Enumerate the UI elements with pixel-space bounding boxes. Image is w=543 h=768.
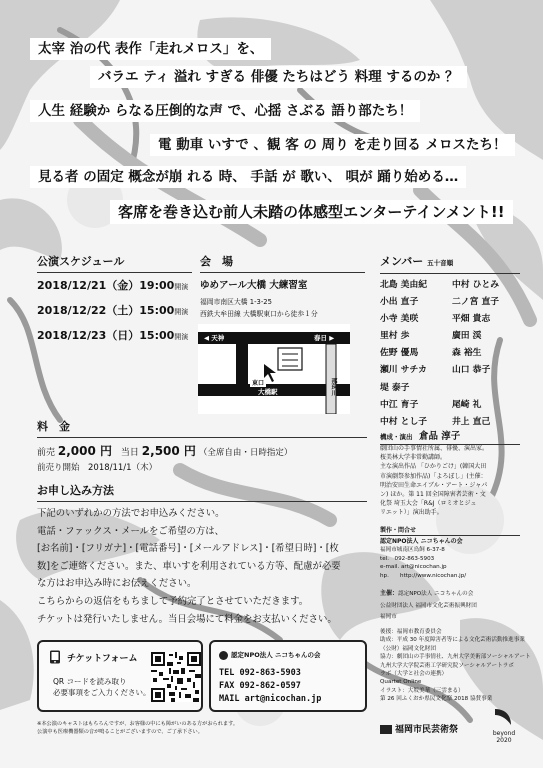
- member-name: 中江 育子: [380, 399, 419, 410]
- schedule-item: [37, 327, 188, 343]
- coop-line-3: ラボ（大学と社会の連携）: [380, 671, 448, 678]
- member-name: 井上 直己: [452, 416, 491, 427]
- members-title-text: メンバー: [380, 255, 424, 268]
- production-tel: tel. 092-863-5903: [380, 555, 435, 562]
- schedule-date: 2018/12/23（日）15:00: [37, 329, 175, 342]
- fee-door-label: 当日: [120, 448, 139, 458]
- contact-mail[interactable]: MAIL art@nicochan.jp: [219, 694, 322, 704]
- schedule-title: 公演スケジュール: [37, 255, 192, 273]
- members-column-1: [380, 277, 450, 431]
- contact-details: [219, 667, 321, 706]
- director-bio-line: 明治安田生命エイブル・アート・ジャパ: [380, 481, 488, 489]
- fee-line: [37, 442, 292, 459]
- contact-box: [209, 640, 367, 712]
- member-name: 森 裕生: [452, 348, 482, 359]
- festival-line: 第 26 回ふくおか県民文化祭 2018 協賛事業: [380, 696, 493, 703]
- host-1: 認定NPO法人 ニコちゃんの会: [398, 591, 474, 597]
- member-name: 平畑 貴志: [452, 314, 491, 325]
- member-name: 廣田 渓: [452, 331, 482, 342]
- director-bio-line: 化祭 埼玉大会「R&J（ロミオとジュ: [380, 500, 477, 508]
- host-block: [380, 590, 477, 621]
- members-note: 五十音順: [427, 259, 454, 267]
- director-bio-line: 主な演出作品 「ひかりごけ」(韓国大田: [380, 463, 487, 471]
- coop-line-2: 九州大学大学院芸術工学研究院ソーシャルアートラボ: [380, 662, 514, 669]
- apply-title: お申し込み方法: [37, 484, 367, 502]
- member-name: 山口 恭子: [452, 365, 491, 376]
- director-bio-line: 劇団山の手事情社所属、俳優、演出家。: [380, 445, 489, 452]
- coop-line-1: 協力：劇団山の手事情社、九州大学美術部ソーシャルアート: [380, 654, 531, 661]
- member-name: 中村 ひとみ: [452, 280, 500, 290]
- ticket-form-line: QR コードを読み取り: [53, 677, 127, 686]
- member-name: 瀬川 サチカ: [380, 365, 427, 376]
- venue-name: ゆめアール大橋 大練習室: [200, 280, 308, 291]
- director-bio-line: ン) ほか。第 11 回全国障害者芸術・文: [380, 491, 486, 499]
- tagline-3: 人生 経験か らなる圧倒的な声 で、心揺 さぶる 語り部たち！: [30, 100, 420, 122]
- fee-title: 料 金: [37, 420, 367, 438]
- map-label-station: 大橋駅: [258, 388, 278, 396]
- tagline-4: 電 動車 いすで 、観 客 の 周り を走り回る メロスたち！: [150, 134, 515, 156]
- ticket-form-title: チケットフォーム: [67, 654, 138, 664]
- schedule-suffix: 開演: [174, 308, 189, 316]
- production-hp[interactable]: hp. http://www.nicochan.jp/: [380, 572, 467, 579]
- member-name: 佐野 優馬: [380, 348, 419, 359]
- beyond-2020-icon: [491, 705, 515, 729]
- member-name: 尾崎 礼: [452, 399, 482, 410]
- apply-line: な方はお申込み時にお伝えください。: [37, 578, 197, 590]
- apply-line: [お名前]・[フリガナ]・[電話番号]・[メールアドレス]・[希望日時]・[枚: [37, 543, 339, 555]
- apply-line: 数]をご連絡ください。また、車いすを利用されている方等、配慮が必要: [37, 560, 341, 572]
- arts-festival-name: 福岡市民芸術祭: [395, 725, 459, 735]
- members-title: [380, 255, 520, 274]
- grant-line-1: 助成：平成 30 年度障害者等による文化芸術活動推進事業: [380, 637, 525, 644]
- apply-line: 電話・ファックス・メールをご希望の方は、: [37, 525, 225, 537]
- production-block: [380, 538, 466, 580]
- member-name: 二ノ宮 直子: [452, 297, 500, 308]
- member-name: 小出 直子: [380, 297, 419, 308]
- map-label-kasuga: 春日 ▶: [314, 334, 335, 342]
- tagline-5: 見る者 の固定 概念が崩 れる 時、 手話 が 歌い、 唄が 踊り始める…: [30, 166, 466, 188]
- venue-access: 西鉄大牟田線 大橋駅東口から徒歩１分: [200, 310, 318, 318]
- member-name: 里村 歩: [380, 331, 410, 342]
- tagline-2: バラエ ティ 溢れ すぎる 俳優 たちはどう 料理 するのか ？: [90, 66, 467, 88]
- member-name: 北島 美由紀: [380, 280, 428, 290]
- support-block: [380, 628, 531, 704]
- director-name: 倉品 淳子: [419, 431, 461, 442]
- host-label: 主催：: [380, 590, 399, 597]
- member-name: 中村 とし子: [380, 416, 428, 427]
- production-org: 認定NPO法人 ニコちゃんの会: [380, 538, 463, 545]
- members-column-2: [452, 277, 522, 431]
- host-2: 公益財団法人 福岡市文化芸術振興財団: [380, 603, 477, 610]
- footer-notes: [37, 720, 238, 736]
- production-label: [380, 527, 520, 536]
- member-name: [452, 380, 522, 397]
- apply-text: [37, 505, 341, 628]
- coop-line-4: Quartet Online: [380, 679, 422, 686]
- director-bio-line: 桜美林大学非常勤講師。: [380, 454, 447, 462]
- map-label-east-exit: 東口: [252, 380, 265, 387]
- arts-festival-icon: [380, 725, 392, 734]
- production-label-text: 製作・問合せ: [380, 527, 417, 534]
- fee-note: （全席自由・日時指定）: [198, 448, 293, 458]
- footer-note: ※本公演のキャストはもちろんですが、お客様の中にも障がいのある方がおられます。: [37, 721, 239, 727]
- venue-title: 会 場: [200, 255, 365, 273]
- support-line: 後援：福岡市教育委員会: [380, 629, 442, 635]
- schedule-item: [37, 302, 188, 318]
- contact-fax: FAX 092-862-0597: [219, 681, 301, 691]
- footer-note: 公演中も医療機器類の音が鳴ることがございますので、ご了承下さい。: [37, 729, 203, 735]
- fee-sale-start: 前売り開始 2018/11/1（木）: [37, 463, 158, 473]
- production-mail[interactable]: e-mail. art@nicochan.jp: [380, 564, 447, 571]
- fee-door-price: 2,500 円: [141, 444, 196, 458]
- director-header: [380, 428, 520, 445]
- tagline-6: 客席を巻き込む前人未踏の体感型エンターテインメント!!: [110, 200, 513, 224]
- schedule-date: 2018/12/22（土）15:00: [37, 304, 175, 317]
- contact-org-name: 認定NPO法人 ニコちゃんの会: [231, 651, 321, 659]
- member-name: 堤 泰子: [380, 382, 410, 393]
- director-bio-line: 市演劇祭参加作品)「よろぼし」(主催：: [380, 472, 487, 480]
- ticket-form-text: [53, 676, 151, 698]
- contact-tel: TEL 092-863-5903: [219, 668, 301, 678]
- illust-line: イラスト：大坂美華（三雲まる）: [380, 687, 464, 694]
- map-label-tenjin: ◀ 天神: [204, 334, 225, 342]
- fee-advance-label: 前売: [37, 448, 56, 458]
- schedule-suffix: 開演: [174, 333, 189, 341]
- host-line-1: [380, 590, 477, 598]
- schedule-suffix: 開演: [174, 283, 189, 291]
- tagline-1: 太宰 治の代 表作「走れメロス」を、: [30, 38, 271, 60]
- phone-icon: [49, 650, 61, 664]
- nico-logo-icon: [219, 651, 228, 660]
- beyond-2020-logo: beyond 2020: [492, 730, 516, 744]
- director-bio-line: リエット）」演出助手。: [380, 509, 443, 517]
- venue-address: 福岡市南区大橋 1-3-25: [200, 298, 272, 306]
- ticket-form-box: [37, 640, 203, 712]
- schedule-date: 2018/12/21（金）19:00: [37, 279, 175, 292]
- ticket-form-line: 必要事項をご入力ください。: [53, 688, 151, 697]
- contact-org: [219, 650, 321, 660]
- grant-line-2: （公財）福岡文化財団: [380, 645, 436, 652]
- apply-line: チケットは発行いたしません。当日会場にて料金をお支払いください。: [37, 613, 337, 625]
- director-bio: [380, 444, 488, 518]
- director-label: 構成・演出: [380, 433, 413, 441]
- qr-code-icon[interactable]: [151, 649, 201, 705]
- map-label-river: 那珂川: [330, 378, 337, 396]
- host-city: 福岡市: [380, 613, 397, 620]
- apply-line: 下記のいずれかの方法でお申込みください。: [37, 508, 225, 519]
- apply-line: こちらからの返信をもちまして予約完了とさせていただきます。: [37, 595, 309, 607]
- arts-festival-logo: [380, 722, 458, 735]
- fee-advance-price: 2,000 円: [57, 444, 113, 458]
- member-name: 小寺 美咲: [380, 314, 419, 325]
- schedule-item: [37, 277, 188, 293]
- production-address: 福岡市城南区鳥飼 6-37-8: [380, 547, 445, 554]
